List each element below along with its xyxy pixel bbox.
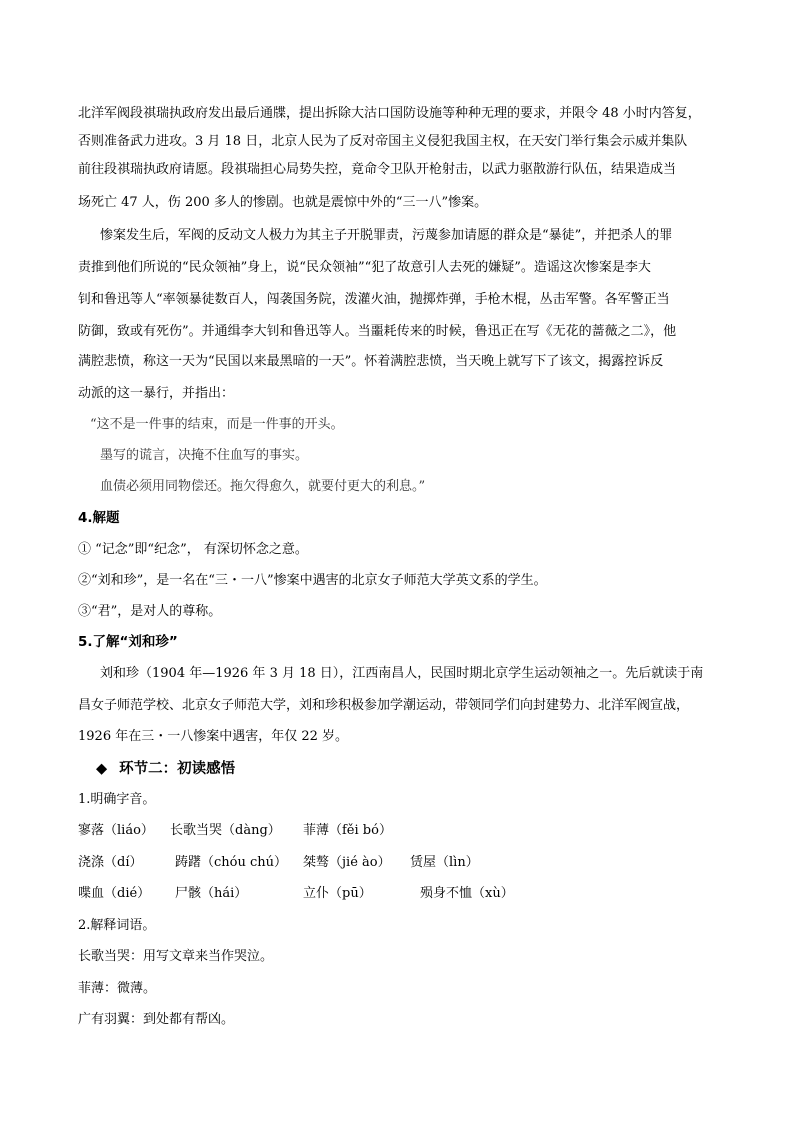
vocabulary-item: 长歌当哭：用写文章来当作哭泣。 bbox=[78, 949, 274, 964]
pronunciation-item: 菲薄（fěi bó） bbox=[303, 823, 392, 838]
pronunciation-item: 踌躇（chóu chú） bbox=[175, 855, 288, 870]
pronunciation-item: 浇涤（dí） bbox=[78, 855, 143, 870]
vocabulary-heading: 2.解释词语。 bbox=[78, 918, 156, 933]
paragraph1-line: 北洋军阀段祺瑞执政府发出最后通牒，提出拆除大沽口国防设施等种种无理的要求，并限令 48 小时内答复， bbox=[78, 106, 701, 121]
segment-title-text: 环节二：初读感悟 bbox=[119, 761, 236, 777]
paragraph2-line: 防御，致或有死伤”。并通缉李大钊和鲁迅等人。当噩耗传来的时候，鲁迅正在写《无花的蔷薇之二》，他 bbox=[78, 324, 677, 339]
paragraph1-line: 场死亡 47 人，伤 200 多人的惨剧。也就是震惊中外的“三一八”惨案。 bbox=[78, 195, 488, 210]
quote-line: 墨写的谎言，决掩不住血写的事实。 bbox=[100, 448, 309, 463]
vocabulary-item: 广有羽翼：到处都有帮凶。 bbox=[78, 1012, 235, 1027]
section4-item: ②“刘和珍”，是一名在“三・一八”惨案中遇害的北京女子师范大学英文系的学生。 bbox=[78, 573, 547, 588]
pronunciation-item: 尸骸（hái） bbox=[175, 886, 248, 901]
pronunciation-item: 桀骜（jié ào） bbox=[303, 855, 391, 870]
section4-heading: 4.解题 bbox=[78, 510, 120, 526]
paragraph1-line: 前往段祺瑞执政府请愿。段祺瑞担心局势失控，竟命令卫队开枪射击，以武力驱散游行队伍，结果造成当 bbox=[78, 162, 677, 177]
paragraph2-line: 钊和鲁迅等人“率领暴徒数百人，闯袭国务院，泼灌火油，抛掷炸弹，手枪木棍，丛击军警。各军警正当 bbox=[78, 292, 670, 307]
pronunciation-item: 长歌当哭（dàng） bbox=[170, 823, 281, 838]
pronunciation-item: 立仆（pū） bbox=[303, 886, 372, 901]
section4-item: ① “记念”即“纪念”， 有深切怀念之意。 bbox=[78, 542, 308, 557]
vocabulary-item: 菲薄：微薄。 bbox=[78, 981, 157, 996]
pronunciation-item: 殒身不恤（xù） bbox=[420, 886, 514, 901]
quote-line: “这不是一件事的结束，而是一件事的开头。 bbox=[90, 417, 344, 432]
paragraph2-line: 责推到他们所说的“民众领袖”身上，说“民众领袖”“犯了故意引人去死的嫌疑”。造谣这次惨案是李大 bbox=[78, 260, 651, 275]
section5-line: 刘和珍（1904 年—1926 年 3 月 18 日），江西南昌人，民国时期北京学生运动领袖之一。先后就读于南 bbox=[100, 666, 704, 681]
section5-line: 昌女子师范学校、北京女子师范大学，刘和珍积极参加学潮运动，带领同学们向封建势力、北洋军阀宣战， bbox=[78, 698, 690, 713]
pronunciation-item: 喋血（dié） bbox=[78, 886, 151, 901]
section5-line: 1926 年在三・一八惨案中遇害，年仅 22 岁。 bbox=[78, 729, 349, 744]
diamond-bullet-icon: ◆ bbox=[96, 761, 108, 777]
pronunciation-item: 寥落（liáo） bbox=[78, 823, 154, 838]
paragraph1-line: 否则准备武力进攻。3 月 18 日，北京人民为了反对帝国主义侵犯我国主权，在天安门举行集会示威并集队 bbox=[78, 134, 688, 149]
paragraph2-line: 惨案发生后，军阀的反动文人极力为其主子开脱罪责，污蔑参加请愿的群众是“暴徒”，并把杀人的罪 bbox=[100, 228, 673, 243]
paragraph2-line: 动派的这一暴行，并指出： bbox=[78, 386, 235, 401]
pronunciation-heading: 1.明确字音。 bbox=[78, 792, 156, 807]
segment-title bbox=[96, 758, 235, 780]
section5-heading: 5.了解“刘和珍” bbox=[78, 634, 178, 650]
paragraph2-line: 满腔悲愤，称这一天为“民国以来最黑暗的一天”。怀着满腔悲愤，当天晚上就写下了该文，揭露控诉反 bbox=[78, 354, 664, 369]
section4-item: ③“君”，是对人的尊称。 bbox=[78, 604, 222, 619]
quote-line: 血债必须用同物偿还。拖欠得愈久，就要付更大的利息。” bbox=[100, 479, 426, 494]
pronunciation-item: 赁屋（lìn） bbox=[410, 855, 479, 870]
